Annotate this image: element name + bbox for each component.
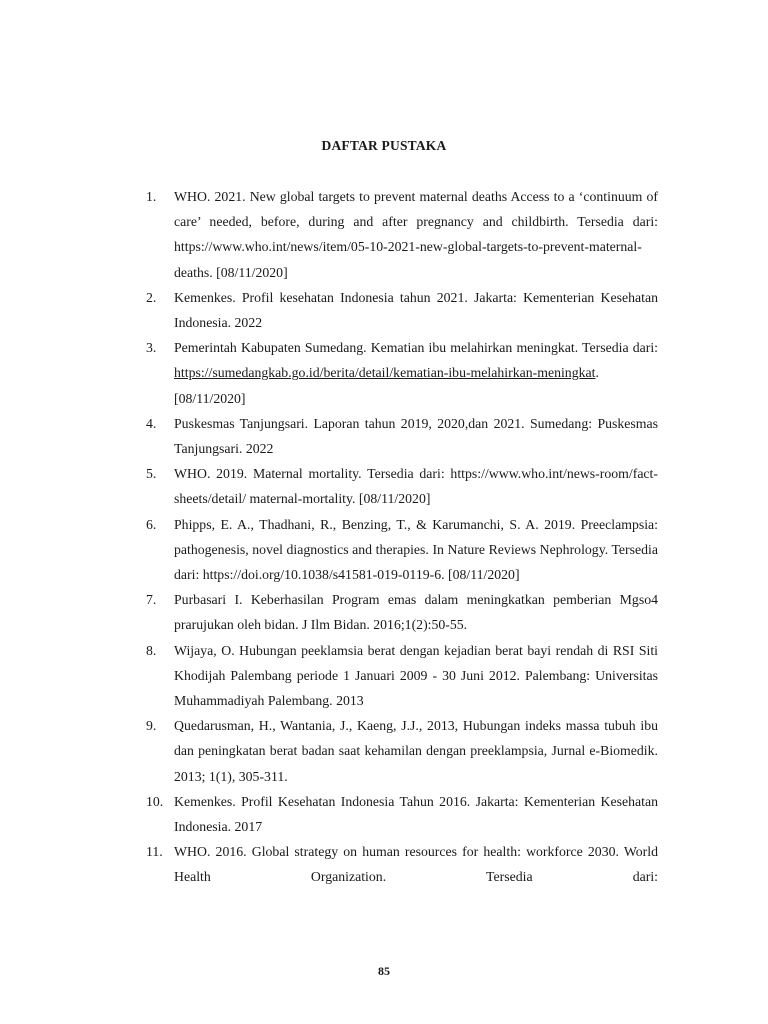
reference-item — [146, 713, 658, 789]
reference-number: 2. — [146, 289, 157, 305]
reference-number: 9. — [146, 718, 157, 734]
reference-item — [146, 512, 658, 588]
reference-item — [146, 587, 658, 637]
reference-number: 3. — [146, 340, 157, 356]
page-title: DAFTAR PUSTAKA — [321, 138, 447, 153]
reference-number: 6. — [146, 516, 157, 532]
page-number: 85 — [378, 964, 390, 978]
reference-number: 4. — [146, 415, 157, 431]
reference-item — [146, 184, 658, 285]
reference-text: Puskesmas Tanjungsari. Laporan tahun 2019, 2020,dan 2021. Sumedang: Puskesmas Tanjungsari. 2022 — [174, 415, 658, 457]
reference-number: 11. — [146, 844, 163, 860]
reference-text: WHO. 2016. Global strategy on human resources for health: workforce 2030. World Health Organization. Tersedia dari: — [174, 844, 658, 885]
reference-text: WHO. 2019. Maternal mortality. Tersedia dari: https://www.who.int/news-room/fact-sheets/detail/ maternal-mortality. [08/11/2020] — [174, 466, 658, 507]
reference-text-suffix: . [08/11/2020] — [174, 365, 599, 406]
reference-number: 8. — [146, 642, 157, 658]
reference-item — [146, 335, 658, 411]
reference-item — [146, 638, 658, 714]
reference-text: Quedarusman, H., Wantania, J., Kaeng, J.J., 2013, Hubungan indeks massa tubuh ibu dan peningkatan berat badan saat kehamilan dengan preeklampsia, Jurnal e-Biomedik. 2013; 1(1), 305-311. — [174, 718, 658, 784]
reference-item — [146, 411, 658, 461]
reference-text: Wijaya, O. Hubungan peeklamsia berat dengan kejadian berat bayi rendah di RSI Siti Khodijah Palembang periode 1 Januari 2009 - 30 Juni 2012. Palembang: Universitas Muhammadiyah Palembang. 2013 — [174, 642, 658, 709]
reference-item — [146, 461, 658, 511]
reference-link[interactable]: https://sumedangkab.go.id/berita/detail/kematian-ibu-melahirkan-meningkat — [174, 365, 596, 381]
reference-number: 10. — [146, 793, 164, 809]
reference-number: 1. — [146, 189, 157, 204]
reference-text-prefix: Pemerintah Kabupaten Sumedang. Kematian ibu melahirkan meningkat. Tersedia dari: — [174, 340, 658, 356]
reference-number: 7. — [146, 592, 157, 608]
reference-text: WHO. 2021. New global targets to prevent maternal deaths Access to a ‘continuum of care’ needed, before, during and after pregnancy and childbirth. Tersedia dari: https://www.who.int/news/item/05-10-2021-new-global-targets-to-prevent-maternal-deaths. [08/11/2020] — [174, 189, 658, 280]
reference-item — [146, 789, 658, 839]
reference-item — [146, 285, 658, 335]
reference-number: 5. — [146, 466, 157, 482]
reference-text: Kemenkes. Profil kesehatan Indonesia tahun 2021. Jakarta: Kementerian Kesehatan Indonesia. 2022 — [174, 289, 658, 331]
reference-text: Kemenkes. Profil Kesehatan Indonesia Tahun 2016. Jakarta: Kementerian Kesehatan Indonesia. 2017 — [174, 793, 658, 835]
reference-list — [146, 184, 658, 890]
reference-text: Purbasari I. Keberhasilan Program emas dalam meningkatkan pemberian Mgso4 prarujukan oleh bidan. J Ilm Bidan. 2016;1(2):50-55. — [174, 592, 658, 633]
reference-item — [146, 839, 658, 889]
reference-text: Phipps, E. A., Thadhani, R., Benzing, T., & Karumanchi, S. A. 2019. Preeclampsia: pathogenesis, novel diagnostics and therapies. In Nature Reviews Nephrology. Tersedia dari: https://doi.org/10.1038/s41581-019-0119-6. [08/11/2020] — [174, 516, 658, 583]
